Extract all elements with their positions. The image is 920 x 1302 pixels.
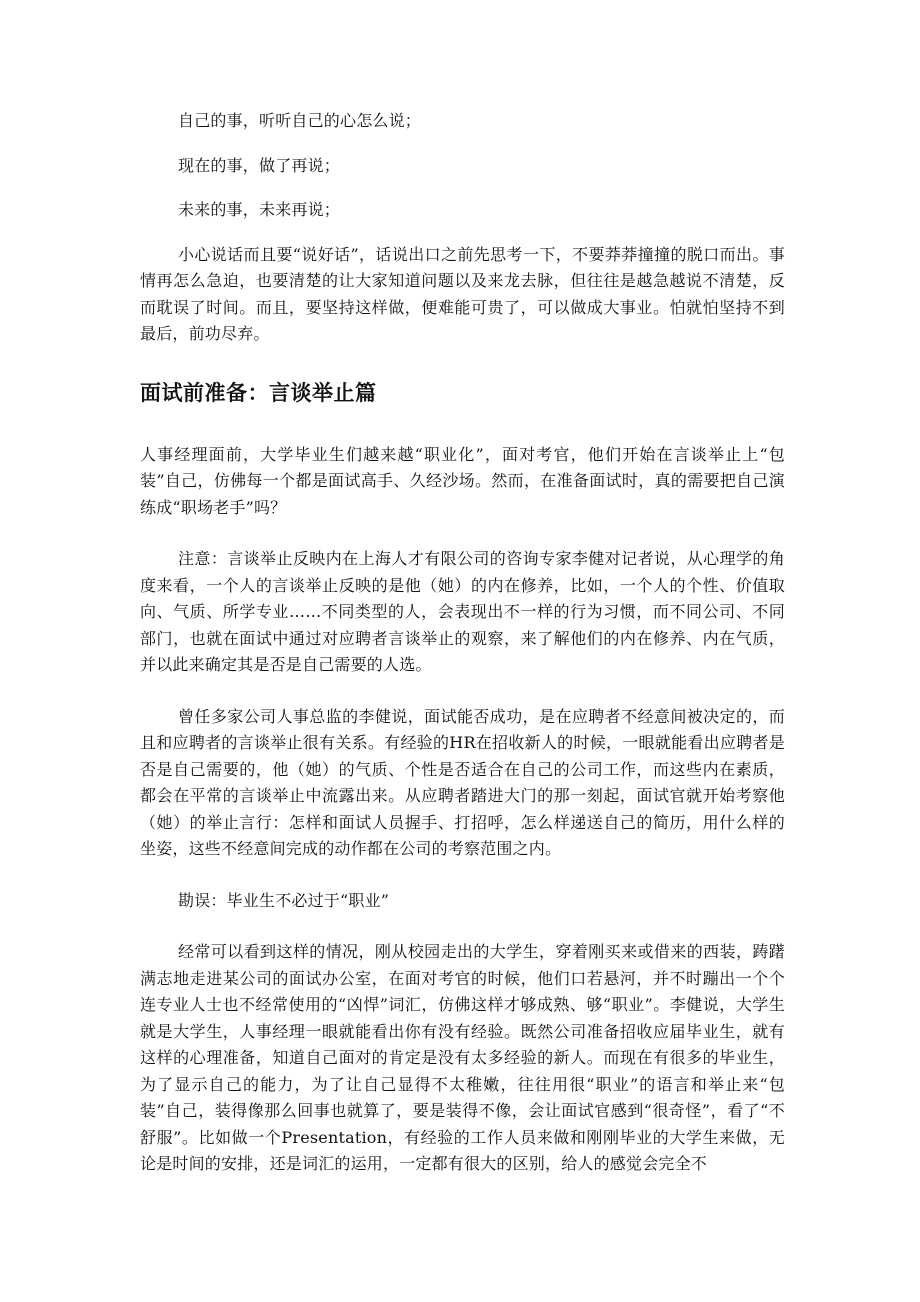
document-page	[140, 108, 785, 1178]
intro-line-self: 自己的事，听听自己的心怎么说；	[178, 111, 422, 130]
paragraph-intro: 人事经理面前，大学毕业生们越来越“职业化”，面对考官，他们开始在言谈举止上“包装”自己，仿佛每一个都是面试高手、久经沙场。然而，在准备面试时，真的需要把自己演练成“职场老手”吗？	[140, 444, 785, 517]
paragraph-graduates: 经常可以看到这样的情况，刚从校园走出的大学生，穿着刚买来或借来的西装，踌躇满志地走进某公司的面试办公室，在面对考官的时候，他们口若悬河，并不时蹦出一个个连专业人士也不经常使用的“凶悍”词汇，仿佛这样才够成熟、够“职业”。李健说，大学生就是大学生，人事经理一眼就能看出你有没有经验。既然公司准备招收应届毕业生，就有这样的心理准备，知道自己面对的肯定是没有太多经验的新人。而现在有很多的毕业生，为了显示自己的能力，为了让自己显得不太稚嫩，往往用很“职业”的语言和举止来“包装”自己，装得像那么回事也就算了，要是装得不像，会让面试官感到“很奇怪”，看了“不舒服”。比如做一个Presentation，有经验的工作人员来做和刚刚毕业的大学生来做，无论是时间的安排，还是词汇的运用，一定都有很大的区别，给人的感觉会完全不	[140, 942, 785, 1173]
section-title: 面试前准备：言谈举止篇	[140, 380, 377, 405]
intro-line-future: 未来的事，未来再说；	[178, 200, 341, 219]
paragraph-careful-speech: 小心说话而且要“说好话”，话说出口之前先思考一下，不要莽莽撞撞的脱口而出。事情再怎么急迫，也要清楚的让大家知道问题以及来龙去脉，但往往是越急越说不清楚，反而耽误了时间。而且，要坚持这样做，便难能可贵了，可以做成大事业。怕就怕坚持不到最后，前功尽弃。	[140, 244, 785, 343]
intro-line-present: 现在的事，做了再说；	[178, 155, 341, 175]
paragraph-correction-heading: 勘误：毕业生不必过于“职业”	[178, 890, 390, 910]
paragraph-attention: 注意：言谈举止反映内在上海人才有限公司的咨询专家李健对记者说，从心理学的角度来看，一个人的言谈举止反映的是他（她）的内在修养，比如，一个人的个性、价值取向、气质、所学专业……不同类型的人，会表现出不一样的行为习惯，而不同公司、不同部门，也就在面试中通过对应聘者言谈举止的观察，来了解他们的内在修养、内在气质，并以此来确定其是否是自己需要的人选。	[140, 549, 785, 674]
paragraph-hr-director: 曾任多家公司人事总监的李健说，面试能否成功，是在应聘者不经意间被决定的，而且和应聘者的言谈举止很有关系。有经验的HR在招收新人的时候，一眼就能看出应聘者是否是自己需要的，他（她）的气质、个性是否适合在自己的公司工作，而这些内在素质，都会在平常的言谈举止中流露出来。从应聘者踏进大门的那一刻起，面试官就开始考察他（她）的举止言行：怎样和面试人员握手、打招呼，怎么样递送自己的简历，用什么样的坐姿，这些不经意间完成的动作都在公司的考察范围之内。	[140, 706, 785, 858]
